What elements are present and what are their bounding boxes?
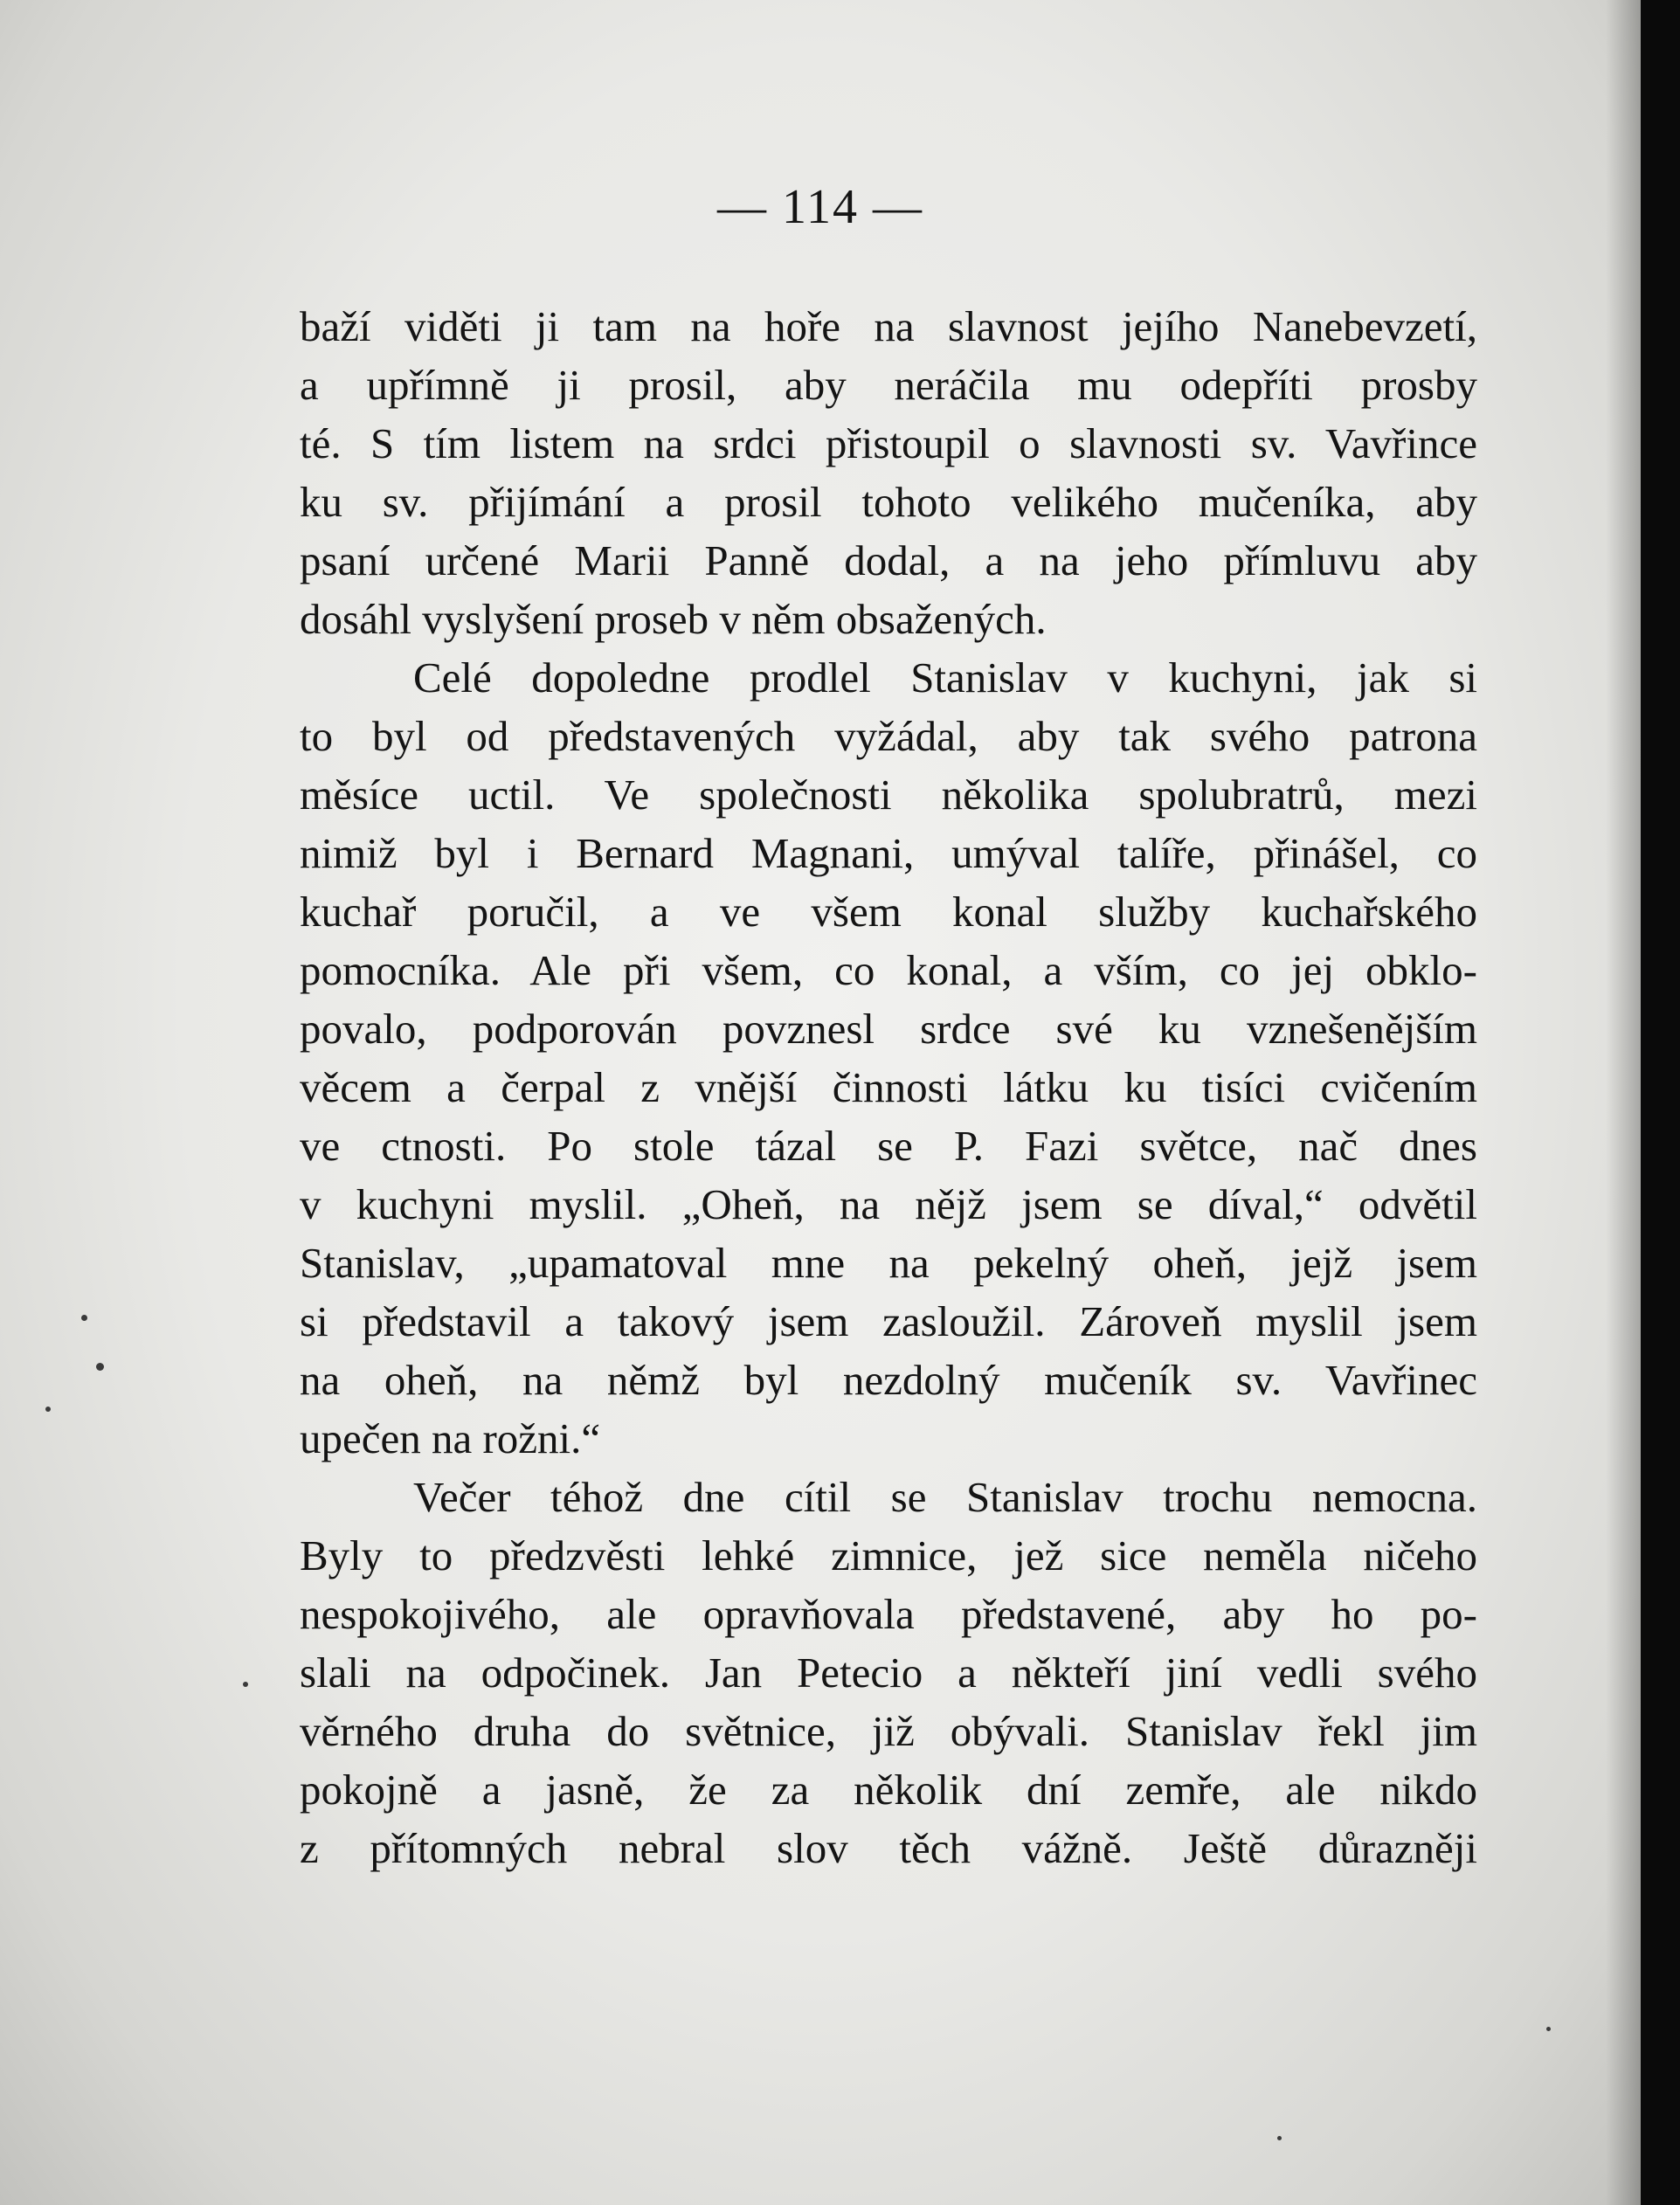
text-line: ve ctnosti. Po stole tázal se P. Fazi světce, nač dnes: [300, 1122, 1477, 1170]
text-line: v kuchyni myslil. „Oheň, na nějž jsem se díval,“ odvětil: [300, 1180, 1477, 1228]
scan-speck: [45, 1407, 51, 1412]
text-line: Celé dopoledne prodlel Stanislav v kuchyni, jak si: [413, 653, 1477, 702]
text-line: psaní určené Marii Panně dodal, a na jeho přímluvu aby: [300, 536, 1477, 584]
scan-binding-edge: [1641, 0, 1680, 2205]
text-line: a upřímně ji prosil, aby neráčila mu odepříti prosby: [300, 361, 1477, 409]
page-number: — 114 —: [717, 180, 923, 234]
scan-speck: [1277, 2136, 1282, 2140]
scan-speck: [81, 1315, 87, 1321]
text-line: Byly to předzvěsti lehké zimnice, jež sice neměla ničeho: [300, 1531, 1477, 1579]
text-line: Večer téhož dne cítil se Stanislav trochu nemocna.: [413, 1473, 1477, 1521]
text-line: na oheň, na němž byl nezdolný mučeník sv. Vavřinec: [300, 1356, 1477, 1404]
scan-speck: [1546, 2027, 1551, 2031]
text-line: té. S tím listem na srdci přistoupil o slavnosti sv. Vavřince: [300, 419, 1477, 467]
scan-speck: [96, 1363, 104, 1371]
text-line: kuchař poručil, a ve všem konal služby kuchařského: [300, 888, 1477, 936]
text-line: si představil a takový jsem zasloužil. Zároveň myslil jsem: [300, 1297, 1477, 1345]
text-line: pomocníka. Ale při všem, co konal, a vším, co jej obklo-: [300, 946, 1477, 994]
text-line: věrného druha do světnice, již obývali. Stanislav řekl jim: [300, 1707, 1477, 1755]
text-line: nimiž byl i Bernard Magnani, umýval talíře, přinášel, co: [300, 829, 1477, 877]
page-edge-shadow: [1606, 0, 1641, 2205]
text-line: nespokojivého, ale opravňovala představené, aby ho po-: [300, 1590, 1477, 1638]
text-line: povalo, podporován povznesl srdce své ku vznešenějším: [300, 1005, 1477, 1053]
text-line: věcem a čerpal z vnější činnosti látku ku tisíci cvičením: [300, 1063, 1477, 1111]
text-line: baží viděti ji tam na hoře na slavnost jejího Nanebevzetí,: [300, 302, 1477, 350]
text-line: upečen na rožni.“: [300, 1414, 601, 1462]
text-line: z přítomných nebral slov těch vážně. Ještě důrazněji: [300, 1824, 1477, 1872]
scan-speck: [243, 1682, 248, 1687]
text-line: měsíce uctil. Ve společnosti několika spolubratrů, mezi: [300, 771, 1477, 819]
text-line: to byl od představených vyžádal, aby tak svého patrona: [300, 712, 1477, 760]
text-line: ku sv. přijímání a prosil tohoto velikého mučeníka, aby: [300, 478, 1477, 526]
text-line: slali na odpočinek. Jan Petecio a někteří jiní vedli svého: [300, 1649, 1477, 1697]
paragraph: [300, 297, 1477, 648]
paragraph: [300, 1468, 1477, 1877]
body-text: [300, 297, 1477, 1877]
text-line: dosáhl vyslyšení proseb v něm obsažených.: [300, 595, 1047, 643]
paragraph: [300, 648, 1477, 1468]
text-line: Stanislav, „upamatoval mne na pekelný oheň, jejž jsem: [300, 1239, 1477, 1287]
text-line: pokojně a jasně, že za několik dní zemře, ale nikdo: [300, 1766, 1477, 1814]
